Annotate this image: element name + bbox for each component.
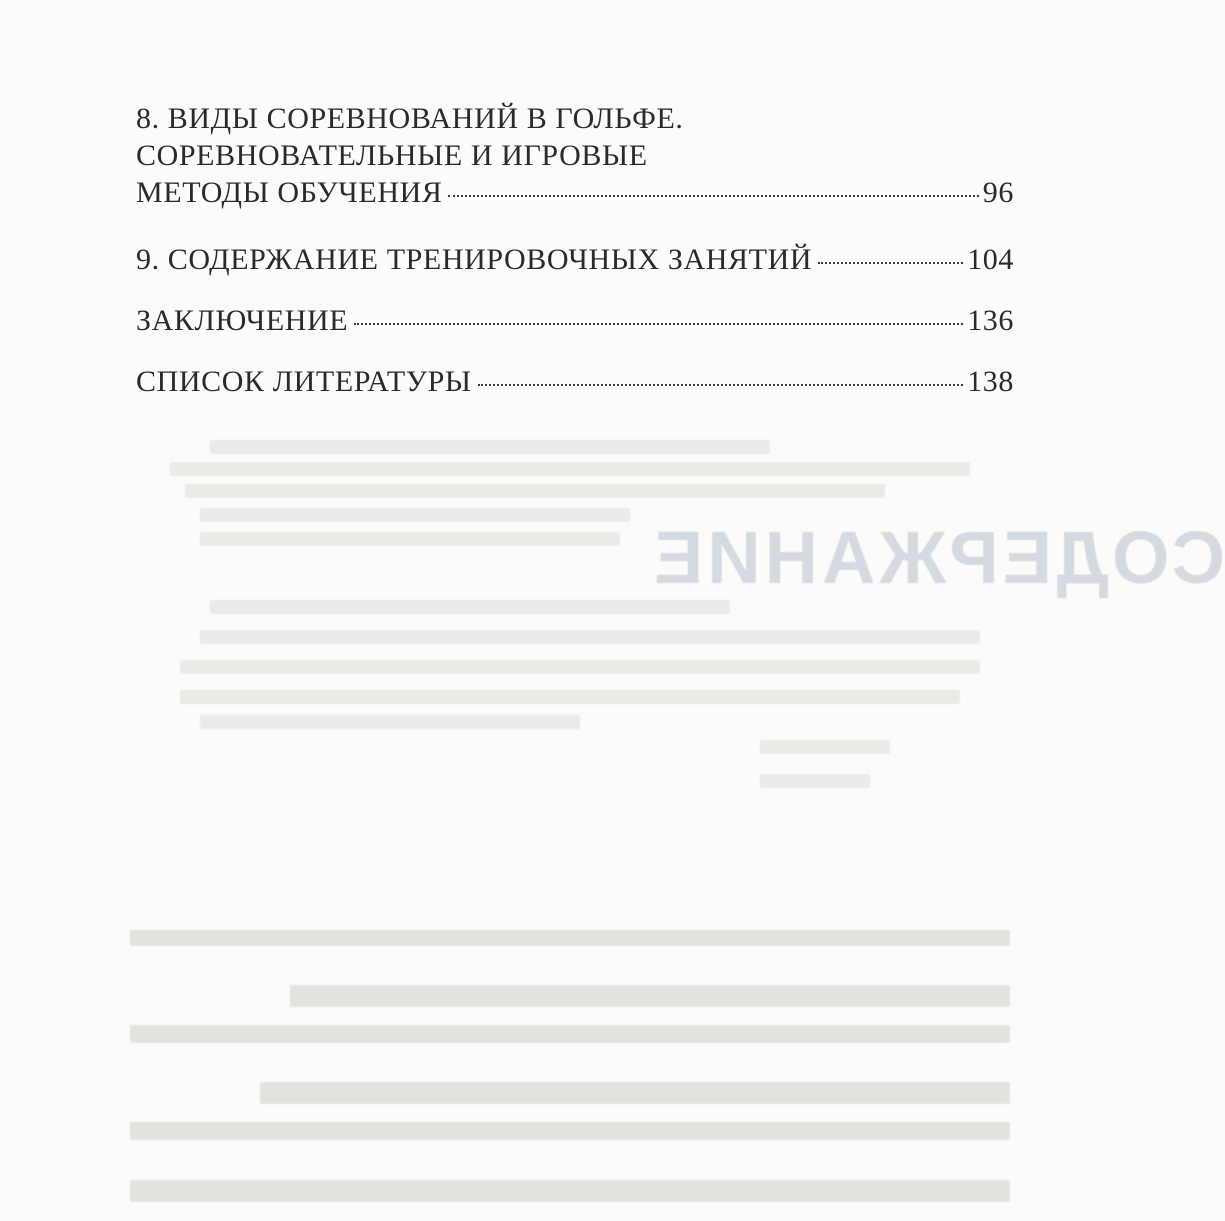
- toc-entry-title-line: 8. ВИДЫ СОРЕВНОВАНИЙ В ГОЛЬФЕ.: [136, 102, 684, 135]
- bleed-through-line: [180, 690, 960, 704]
- bleed-through-line: [200, 630, 980, 644]
- bleed-through-line: [200, 715, 580, 729]
- toc-entry-title: СПИСОК ЛИТЕРАТУРЫ: [136, 365, 472, 398]
- bleed-through-line: [170, 462, 970, 476]
- toc-entry: [136, 363, 1014, 400]
- bleed-through-line: [210, 440, 770, 454]
- bleed-through-line: [180, 660, 980, 674]
- dot-leader: [818, 262, 963, 264]
- bleed-through-line: [210, 600, 730, 614]
- toc-page-number: 136: [967, 304, 1014, 337]
- toc-page-number: 138: [967, 365, 1014, 398]
- table-of-contents: [136, 100, 1014, 400]
- toc-entry-row: [136, 363, 1014, 400]
- toc-entry-row: [136, 302, 1014, 339]
- toc-entry-title: 9. СОДЕРЖАНИЕ ТРЕНИРОВОЧНЫХ ЗАНЯТИЙ: [136, 243, 813, 276]
- bleed-through-line: [200, 532, 620, 546]
- toc-entry: [136, 241, 1014, 278]
- toc-page-number: 96: [982, 176, 1014, 209]
- bleed-through-line: [260, 1082, 1010, 1104]
- toc-entry: [136, 302, 1014, 339]
- toc-entry-title-line: СОРЕВНОВАТЕЛЬНЫЕ И ИГРОВЫЕ: [136, 139, 648, 172]
- bleed-through-line: [760, 740, 890, 754]
- toc-entry-title: ЗАКЛЮЧЕНИЕ: [136, 304, 349, 337]
- bleed-through-line: [200, 508, 630, 522]
- dot-leader: [478, 384, 964, 386]
- toc-page-number: 104: [967, 243, 1014, 276]
- bleed-through-line: [130, 1180, 1010, 1202]
- bleed-through-line: [185, 484, 885, 498]
- dot-leader: [448, 195, 978, 197]
- toc-entry: [136, 100, 1014, 211]
- bleed-through-line: [130, 930, 1010, 946]
- bleed-through-line: [760, 774, 870, 788]
- bleed-through-line: [130, 1025, 1010, 1043]
- toc-entry-row: [136, 174, 1014, 211]
- bleed-through-line: [130, 1122, 1010, 1140]
- toc-entry-title-line: МЕТОДЫ ОБУЧЕНИЯ: [136, 176, 443, 209]
- dot-leader: [354, 323, 963, 325]
- bleed-through-line: [290, 985, 1010, 1007]
- toc-entry-row: [136, 241, 1014, 278]
- bleed-through-heading: СОДЕРЖАНИЕ: [650, 516, 1225, 599]
